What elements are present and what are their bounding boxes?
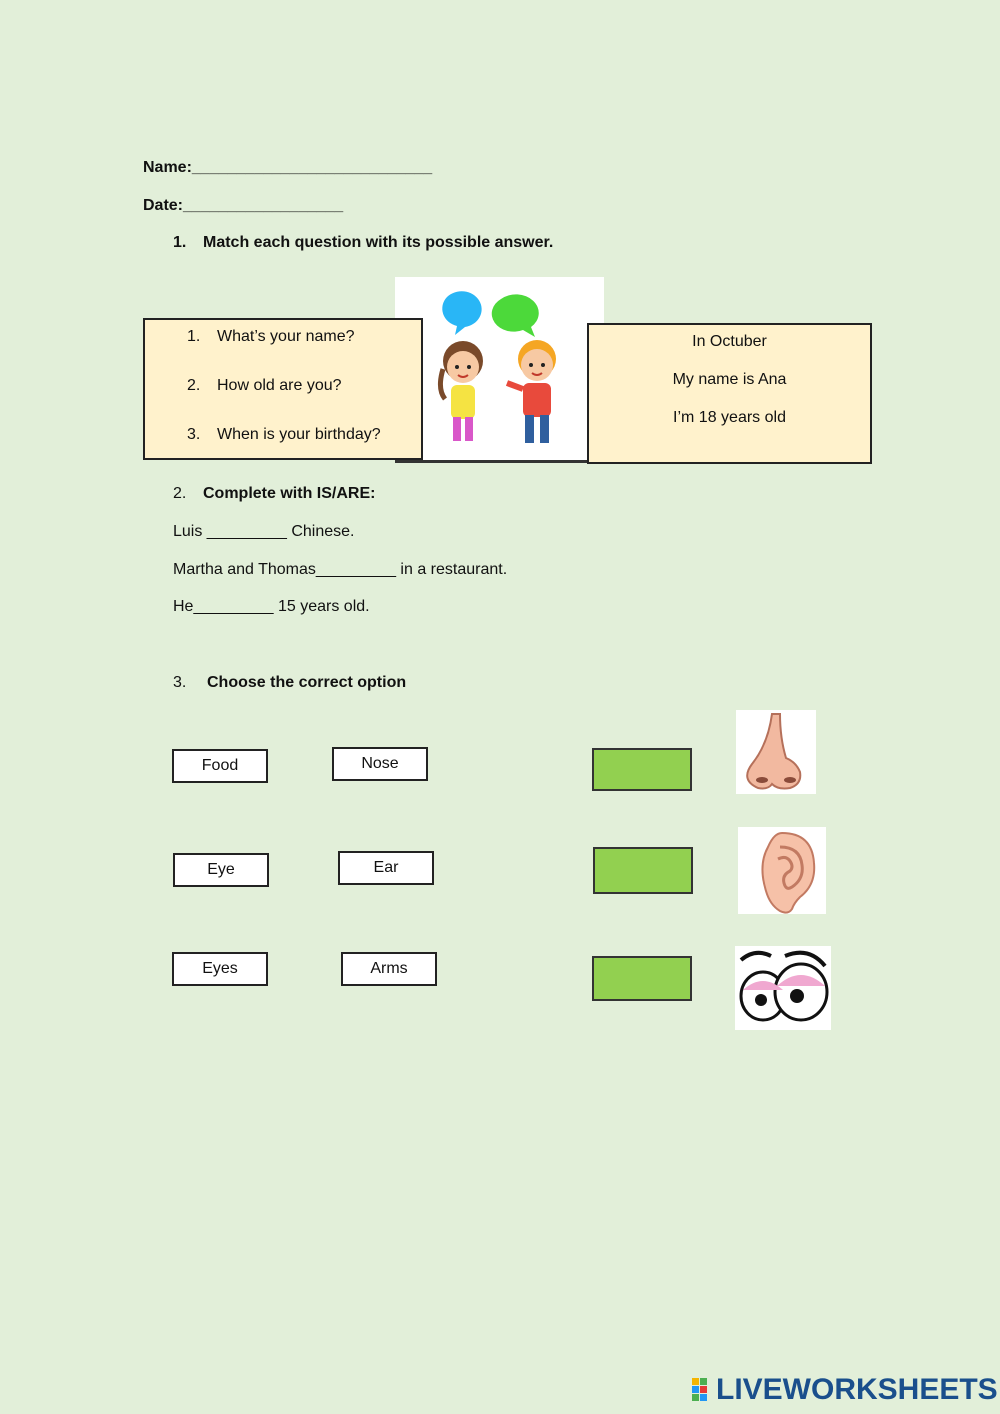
answers-box <box>587 323 872 464</box>
date-label: Date: <box>143 197 184 214</box>
section1-number: 1. <box>173 234 187 251</box>
date-line[interactable]: __________________ <box>183 197 344 214</box>
section1-heading <box>173 234 553 252</box>
liveworksheets-logo-icon <box>692 1376 716 1404</box>
section3-number: 3. <box>173 674 187 691</box>
question-2[interactable]: 2. How old are you? <box>187 377 342 394</box>
question-3[interactable]: 3. When is your birthday? <box>187 426 381 443</box>
option-arms[interactable]: Arms <box>341 952 437 986</box>
section1-title: Match each question with its possible answer. <box>203 234 554 251</box>
name-field <box>143 159 432 177</box>
option-eye[interactable]: Eye <box>173 853 269 887</box>
sentence-2[interactable]: Martha and Thomas_________ in a restaurant. <box>173 561 508 578</box>
answer-2[interactable]: My name is Ana <box>672 371 787 388</box>
section2-title: Complete with IS/ARE: <box>203 485 376 502</box>
sentence-1[interactable]: Luis _________ Chinese. <box>173 523 355 540</box>
brand-name: LIVEWORKSHEETS <box>716 1373 998 1406</box>
sentence-3[interactable]: He_________ 15 years old. <box>173 598 370 615</box>
questions-box <box>143 318 423 460</box>
name-label: Name: <box>143 159 192 176</box>
answer-1[interactable]: In Octuber <box>692 333 767 350</box>
option-food[interactable]: Food <box>172 749 268 783</box>
ear-image <box>738 827 826 914</box>
section2-number: 2. <box>173 485 187 502</box>
answer-drop-box-2[interactable] <box>593 847 693 894</box>
section3-heading <box>173 674 406 692</box>
section3-title: Choose the correct option <box>207 674 407 691</box>
eyes-image <box>735 946 831 1030</box>
answer-drop-box-3[interactable] <box>592 956 692 1001</box>
kids-talking-illustration <box>395 277 604 463</box>
answer-3[interactable]: I’m 18 years old <box>673 409 786 426</box>
answer-drop-box-1[interactable] <box>592 748 692 791</box>
option-eyes[interactable]: Eyes <box>172 952 268 986</box>
date-field <box>143 197 343 215</box>
liveworksheets-logo <box>692 1372 998 1408</box>
question-1[interactable]: 1. What’s your name? <box>187 328 355 345</box>
option-nose[interactable]: Nose <box>332 747 428 781</box>
nose-image <box>736 710 816 794</box>
name-line[interactable]: ___________________________ <box>191 159 433 176</box>
option-ear[interactable]: Ear <box>338 851 434 885</box>
section2-heading <box>173 485 375 503</box>
